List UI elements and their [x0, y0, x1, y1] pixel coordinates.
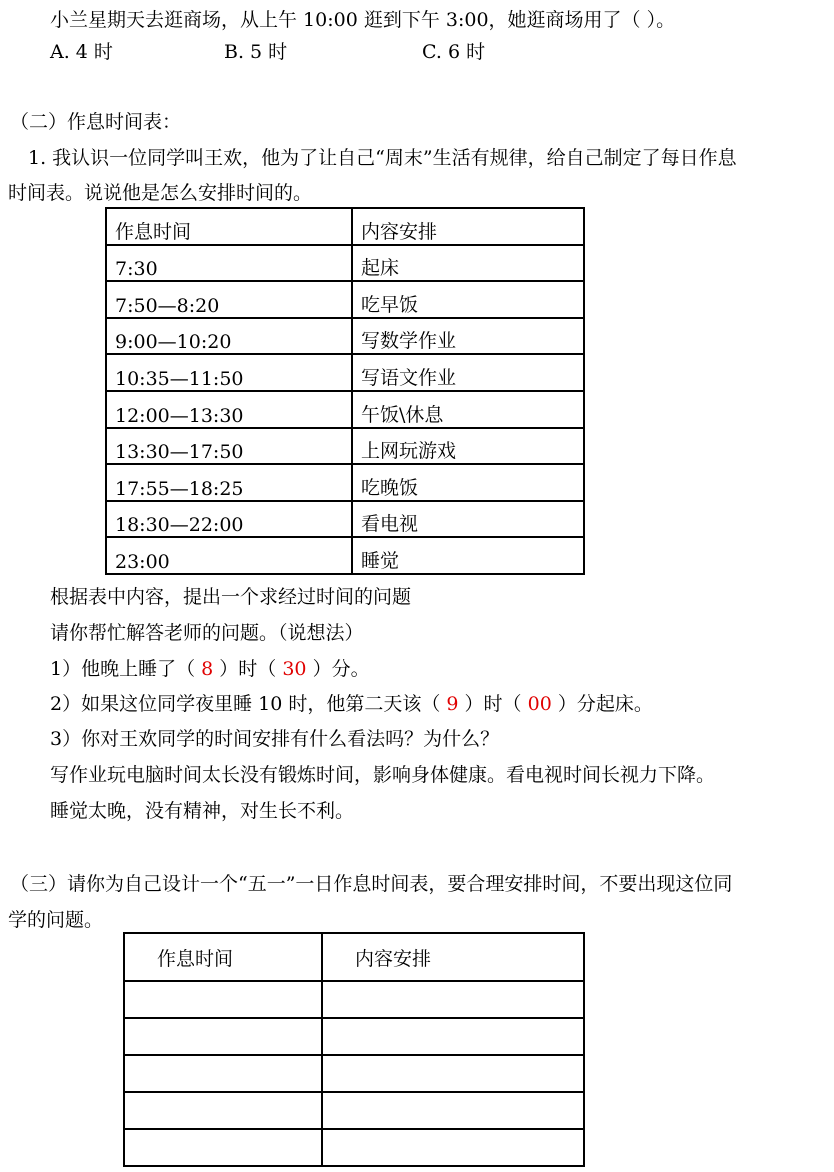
blank-schedule-table	[123, 932, 585, 1167]
table-header-row	[106, 208, 584, 245]
question-text: 小兰星期天去逛商场，从上午 10:00 逛到下午 3:00，她逛商场用了（ ）。	[50, 9, 676, 31]
header-content: 内容安排	[322, 933, 584, 981]
cell-time: 9:00—10:20	[106, 318, 352, 355]
question-1-text: ）时（	[219, 658, 277, 680]
blank-cell[interactable]	[322, 1092, 584, 1129]
table-row	[124, 1055, 584, 1092]
table-row	[124, 1092, 584, 1129]
cell-content: 看电视	[352, 501, 584, 538]
header-time: 作息时间	[106, 208, 352, 245]
question-2-text: ）分起床。	[557, 693, 653, 715]
question-2	[50, 692, 653, 716]
table-row	[106, 281, 584, 318]
cell-time: 17:55—18:25	[106, 464, 352, 501]
cell-time: 18:30—22:00	[106, 501, 352, 538]
blank-cell[interactable]	[124, 1055, 322, 1092]
table-row	[106, 428, 584, 465]
table-row	[106, 245, 584, 282]
section2-intro-line2: 时间表。说说他是怎么安排时间的。	[8, 182, 313, 204]
blank-cell[interactable]	[322, 1018, 584, 1055]
table-row	[106, 537, 584, 574]
section3-heading-line1: （三）请你为自己设计一个“五一”一日作息时间表，要合理安排时间，不要出现这位同	[10, 873, 733, 895]
question-1-text: ）分。	[312, 658, 370, 680]
answer-hours: 9	[446, 693, 459, 715]
question-1-text: 1）他晚上睡了（	[50, 658, 196, 680]
question-1	[50, 657, 370, 681]
answer-hours: 8	[201, 658, 214, 680]
header-content: 内容安排	[352, 208, 584, 245]
prompt-line: 根据表中内容，提出一个求经过时间的问题	[50, 586, 412, 608]
table-row	[124, 981, 584, 1018]
section2-heading: （二）作息时间表：	[10, 111, 182, 133]
blank-cell[interactable]	[322, 1055, 584, 1092]
cell-content: 起床	[352, 245, 584, 282]
cell-content: 上网玩游戏	[352, 428, 584, 465]
blank-cell[interactable]	[124, 1092, 322, 1129]
blank-cell[interactable]	[124, 1129, 322, 1166]
option-c: C. 6 时	[422, 41, 486, 63]
cell-content: 写数学作业	[352, 318, 584, 355]
table-row	[106, 501, 584, 538]
blank-cell[interactable]	[124, 1018, 322, 1055]
cell-content: 写语文作业	[352, 354, 584, 391]
cell-content: 吃早饭	[352, 281, 584, 318]
table-row	[124, 1129, 584, 1166]
section3-heading-line2: 学的问题。	[8, 909, 104, 931]
cell-time: 12:00—13:30	[106, 391, 352, 428]
header-time: 作息时间	[124, 933, 322, 981]
question-2-text: ）时（	[464, 693, 522, 715]
prompt-line: 请你帮忙解答老师的问题。（说想法）	[50, 622, 364, 644]
section2-intro-line1: 1. 我认识一位同学叫王欢，他为了让自己“周末”生活有规律，给自己制定了每日作息	[28, 147, 737, 169]
cell-content: 吃晚饭	[352, 464, 584, 501]
question-2-text: 2）如果这位同学夜里睡 10 时，他第二天该（	[50, 693, 441, 715]
cell-time: 7:50—8:20	[106, 281, 352, 318]
cell-time: 23:00	[106, 537, 352, 574]
blank-cell[interactable]	[322, 981, 584, 1018]
option-a: A. 4 时	[50, 41, 113, 63]
answer-minutes: 00	[527, 693, 552, 715]
cell-content: 午饭\休息	[352, 391, 584, 428]
table-row	[124, 1018, 584, 1055]
question-3: 3）你对王欢同学的时间安排有什么看法吗？为什么？	[50, 728, 500, 750]
blank-cell[interactable]	[124, 981, 322, 1018]
schedule-table	[105, 207, 585, 575]
answer-line: 写作业玩电脑时间太长没有锻炼时间，影响身体健康。看电视时间长视力下降。	[50, 764, 716, 786]
cell-time: 13:30—17:50	[106, 428, 352, 465]
table-row	[106, 391, 584, 428]
cell-time: 10:35—11:50	[106, 354, 352, 391]
answer-line: 睡觉太晚，没有精神，对生长不利。	[50, 800, 355, 822]
blank-cell[interactable]	[322, 1129, 584, 1166]
table-row	[106, 318, 584, 355]
table-row	[106, 464, 584, 501]
answer-minutes: 30	[282, 658, 307, 680]
cell-content: 睡觉	[352, 537, 584, 574]
table-row	[106, 354, 584, 391]
option-b: B. 5 时	[224, 41, 288, 63]
cell-time: 7:30	[106, 245, 352, 282]
table-header-row	[124, 933, 584, 981]
